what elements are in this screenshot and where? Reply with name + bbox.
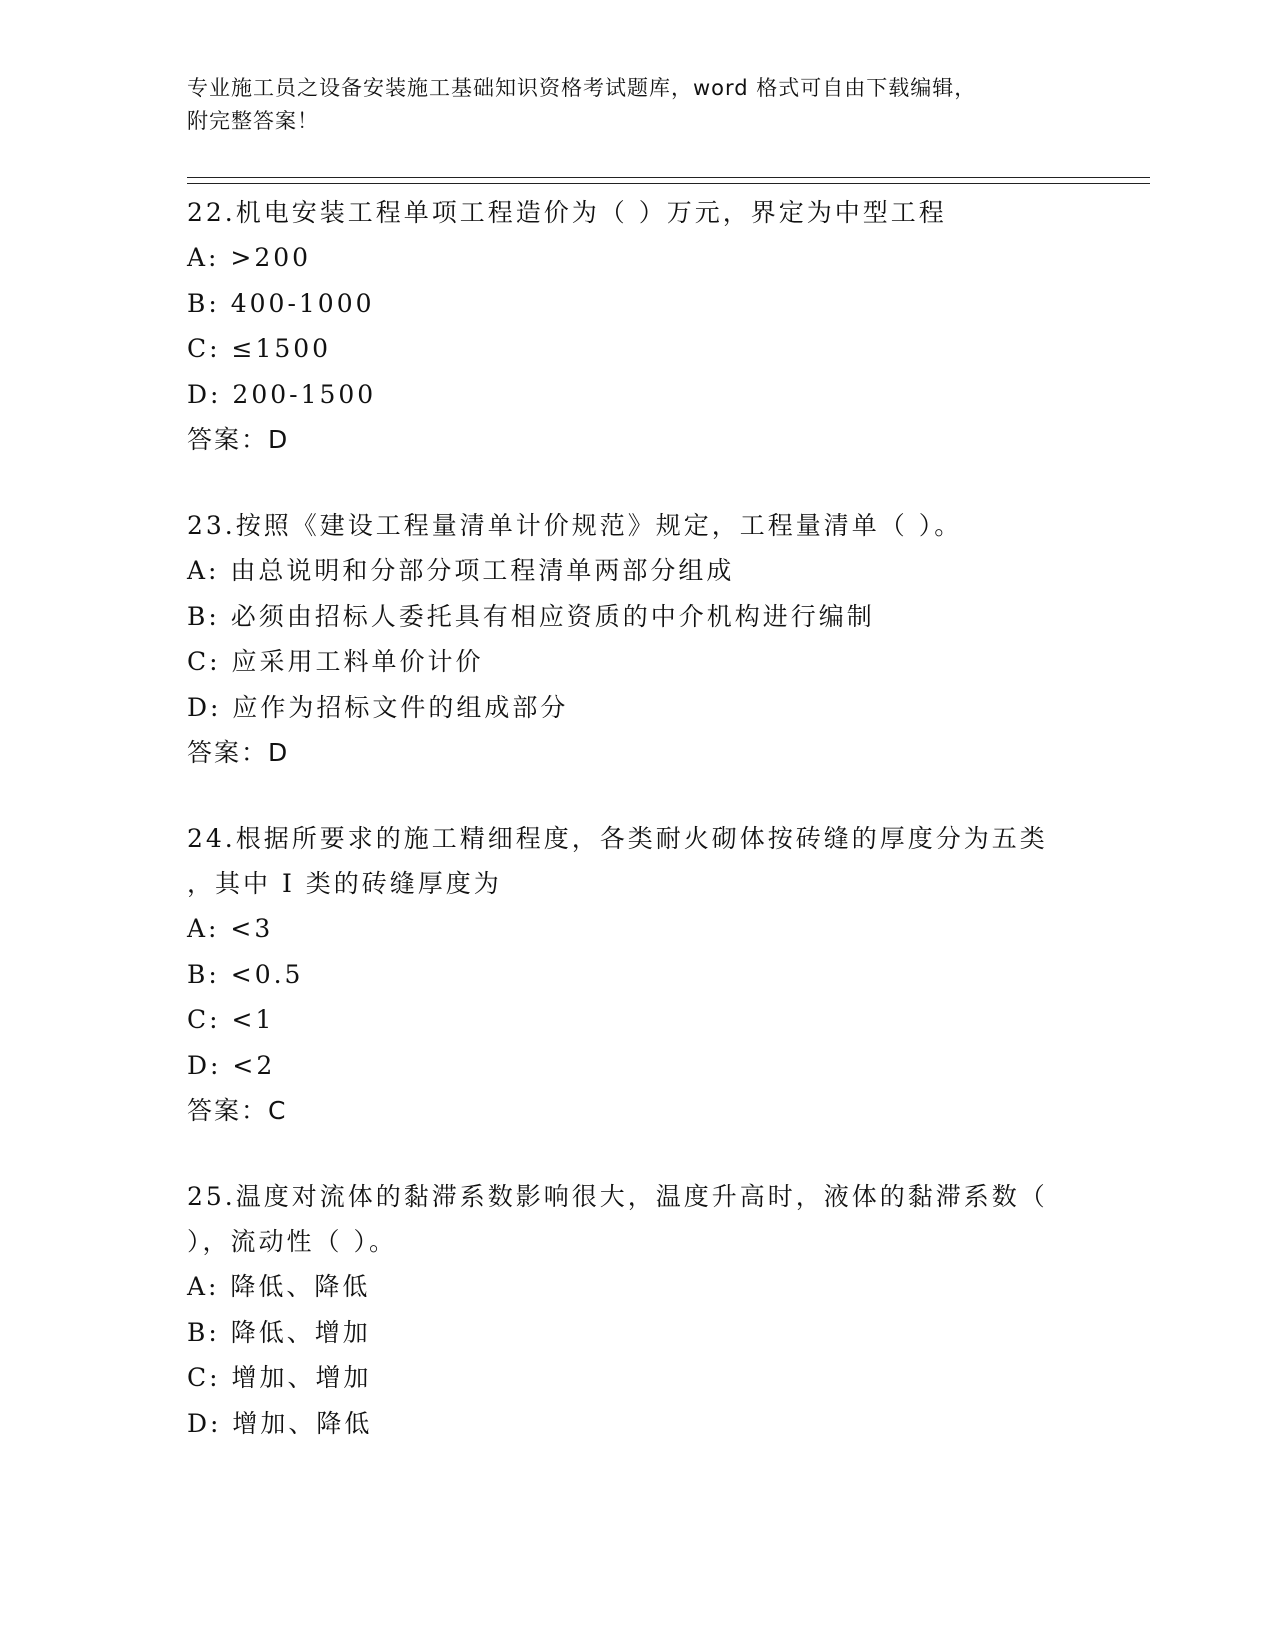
answer-line: 答案：D — [187, 425, 290, 454]
option-d: D: 应作为招标文件的组成部分 — [187, 692, 569, 722]
header-line-2: 附完整答案！ — [187, 109, 319, 133]
option-a: A: >200 — [187, 243, 312, 272]
question-text: 22.机电安装工程单项工程造价为（ ）万元，界定为中型工程 — [187, 198, 947, 227]
option-c: C: 应采用工料单价计价 — [187, 647, 484, 676]
question-24 — [187, 816, 1087, 1133]
option-c: C: 增加、增加 — [187, 1363, 372, 1392]
option-a: A: <3 — [187, 914, 274, 943]
document-header — [187, 72, 1067, 138]
question-text-line-2: ，其中 I 类的砖缝厚度为 — [187, 869, 502, 898]
header-divider-bottom — [187, 183, 1150, 184]
option-c: C: <1 — [187, 1005, 275, 1034]
question-text-line-1: 25.温度对流体的黏滞系数影响很大，温度升高时，液体的黏滞系数（ — [187, 1182, 1048, 1211]
answer-line: 答案：D — [187, 738, 290, 767]
option-d: D: <2 — [187, 1050, 276, 1080]
header-divider-top — [187, 177, 1150, 178]
question-25 — [187, 1174, 1087, 1446]
option-a: A: 由总说明和分部分项工程清单两部分组成 — [187, 556, 735, 585]
option-c: C: ≤1500 — [187, 334, 332, 363]
option-b: B: 必须由招标人委托具有相应资质的中介机构进行编制 — [187, 601, 875, 631]
option-b: B: 降低、增加 — [187, 1317, 371, 1347]
option-a: A: 降低、降低 — [187, 1272, 371, 1301]
option-b: B: <0.5 — [187, 959, 304, 989]
question-22 — [187, 190, 1087, 462]
question-23 — [187, 503, 1087, 775]
option-b: B: 400-1000 — [187, 288, 375, 318]
question-list — [187, 190, 1087, 1487]
option-d: D: 增加、降低 — [187, 1408, 373, 1438]
question-text-line-2: ），流动性（ ）。 — [187, 1227, 397, 1256]
question-text-line-1: 24.根据所要求的施工精细程度，各类耐火砌体按砖缝的厚度分为五类 — [187, 824, 1048, 853]
question-text: 23.按照《建设工程量清单计价规范》规定，工程量清单（ ）。 — [187, 511, 963, 540]
option-d: D: 200-1500 — [187, 379, 377, 409]
answer-line: 答案：C — [187, 1096, 288, 1125]
header-line-1: 专业施工员之设备安装施工基础知识资格考试题库，word 格式可自由下载编辑， — [187, 76, 977, 100]
